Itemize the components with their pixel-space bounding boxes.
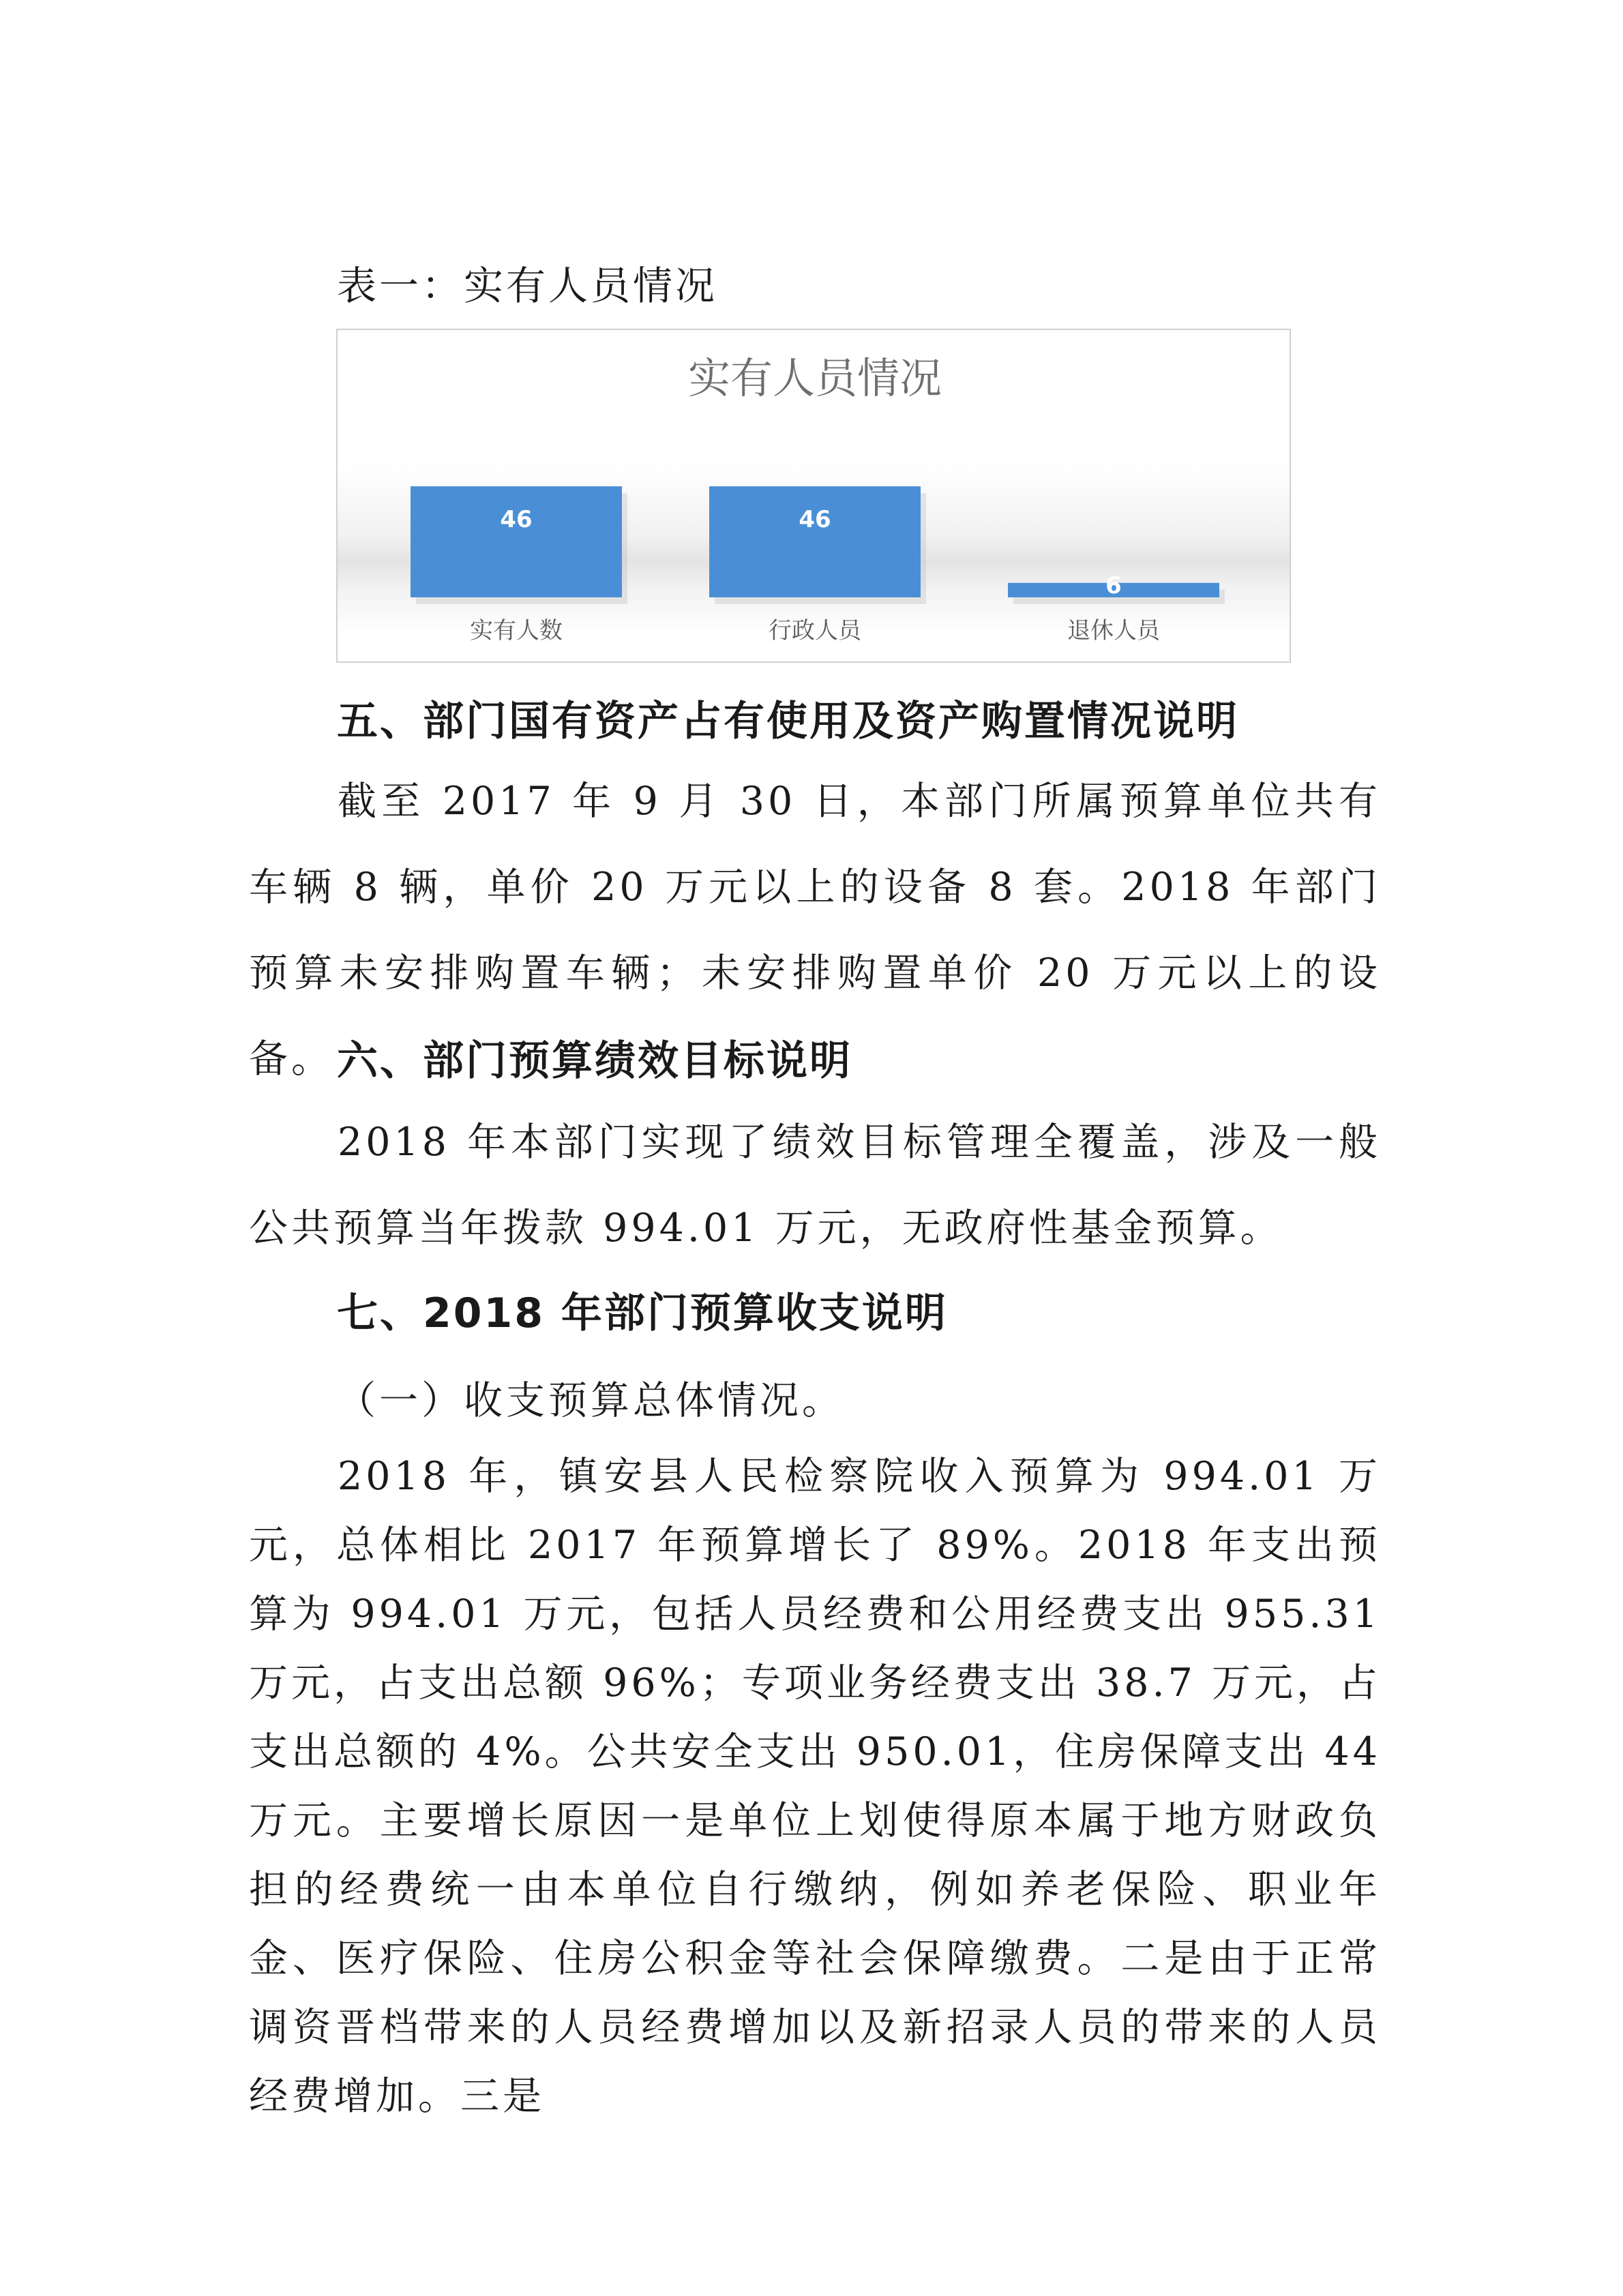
data-label-3: 6 bbox=[1105, 572, 1122, 599]
staff-chart bbox=[336, 329, 1291, 663]
section-five-body: 截至 2017 年 9 月 30 日，本部门所属预算单位共有车辆 8 辆，单价 20 万元以上的设备 8 套。2018 年部门预算未安排购置车辆；未安排购置单价 20 万元以上的设备。 bbox=[249, 779, 1381, 1082]
section-six-body: 2018 年本部门实现了绩效目标管理全覆盖，涉及一般公共预算当年拨款 994.01 万元，无政府性基金预算。 bbox=[249, 1120, 1381, 1251]
chart-caption: 表一：实有人员情况 bbox=[337, 263, 718, 309]
data-label-1: 46 bbox=[500, 506, 533, 534]
section-five-heading: 五、部门国有资产占有使用及资产购置情况说明 bbox=[337, 698, 1239, 745]
section-seven-subheading: （一）收支预算总体情况。 bbox=[337, 1378, 844, 1423]
bar-1 bbox=[411, 486, 622, 597]
chart-title: 实有人员情况 bbox=[687, 353, 942, 403]
category-label-2: 行政人员 bbox=[769, 617, 861, 644]
category-label-1: 实有人数 bbox=[470, 617, 563, 644]
section-six-heading: 六、部门预算绩效目标说明 bbox=[337, 1037, 852, 1085]
data-label-2: 46 bbox=[799, 506, 831, 534]
category-label-3: 退休人员 bbox=[1067, 617, 1160, 644]
bar-2 bbox=[709, 486, 921, 597]
chart-svg bbox=[338, 330, 1292, 664]
section-seven-body: 2018 年，镇安县人民检察院收入预算为 994.01 万元，总体相比 2017 年预算增长了 89%。2018 年支出预算为 994.01 万元，包括人员经费和公用经费支出 955.31 万元，占支出总额 96%；专项业务经费支出 38.7 万元，占支出总额的 4%。公共安全支出 950.01，住房保障支出 44 万元。主要增长原因一是单位上划使得原本属于地方财政负担的经费统一由本单位自行缴纳，例如养老保险、职业年金、医疗保险、住房公积金等社会保障缴费。二是由于正常调资晋档带来的人员经费增加以及新招录人员的带来的人员经费增加。三是 bbox=[249, 1454, 1381, 2119]
section-seven-heading: 七、2018 年部门预算收支说明 bbox=[337, 1289, 948, 1337]
